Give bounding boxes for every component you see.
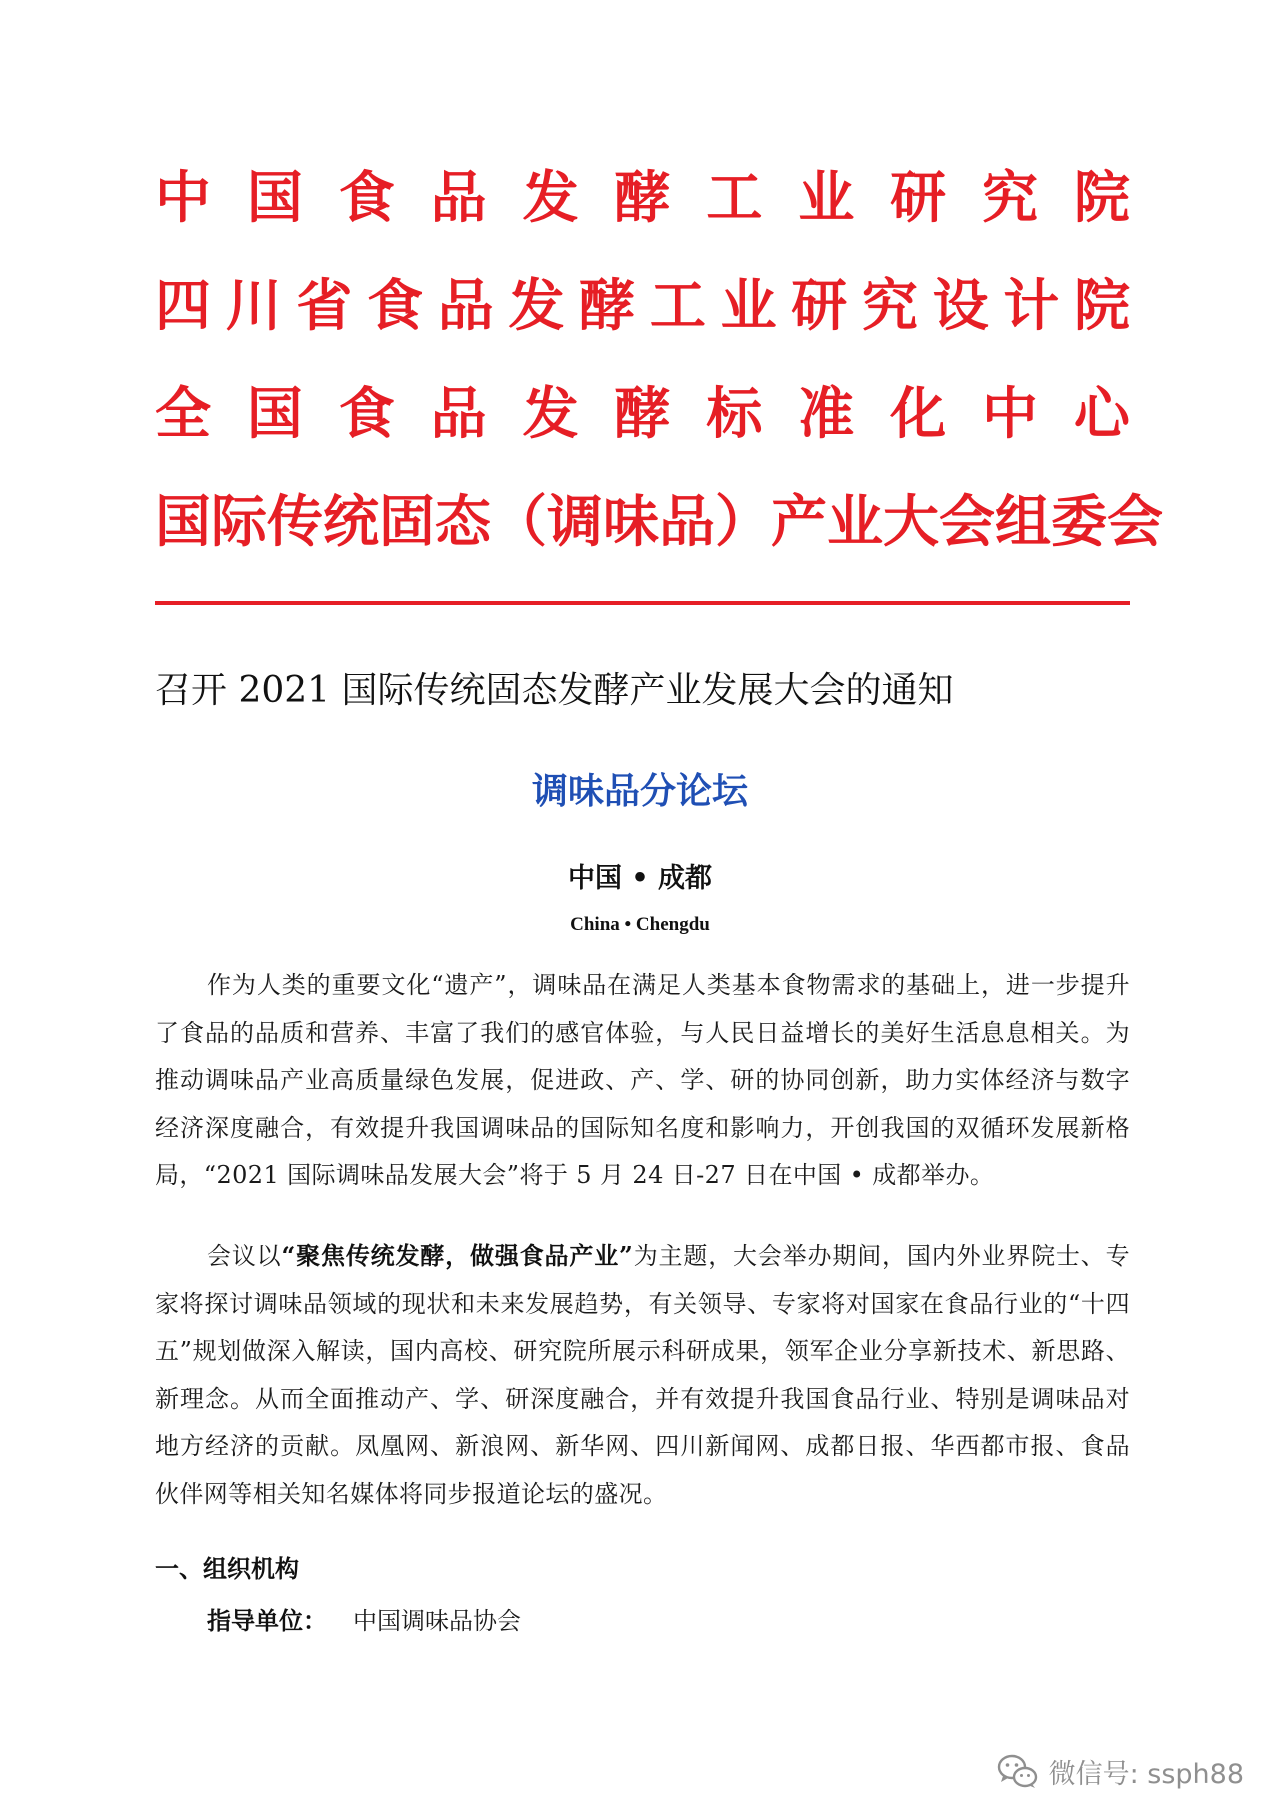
red-divider (155, 601, 1130, 605)
guiding-unit-value: 中国调味品协会 (353, 1607, 521, 1635)
org-line: 四 川 省 食 品 发 酵 工 业 研 究 设 计 院 (155, 274, 1130, 339)
theme-rest: 为主题，大会举办期间，国内外业界院士、专家将探讨调味品领域的现状和未来发展趋势，有关领导、专家将对国家在食品行业的“十四五”规划做深入解读，国内高校、研究院所展示科研成果，领军企业分享新技术、新思路、新理念。从而全面推动产、学、研深度融合，并有效提升我国食品行业、特别是调味品对地方经济的贡献。凤凰网、新浪网、新华网、四川新闻网、成都日报、华西都市报、食品伙伴网等相关知名媒体将同步报道论坛的盛况。 (155, 1242, 1130, 1508)
theme-text: “聚焦传统发酵，做强食品产业” (281, 1241, 634, 1270)
wechat-icon (997, 1754, 1039, 1790)
theme-prefix: 会议以 (207, 1242, 282, 1270)
forum-title: 调味品分论坛 (531, 771, 748, 812)
org-line: 国 际 传 统 固 态 （ 调 味 品 ） 产 业 大 会 组 委 会 (155, 490, 1163, 555)
guiding-unit-row (207, 1601, 521, 1636)
org-header (155, 145, 1163, 577)
wechat-watermark (997, 1752, 1244, 1791)
org-line: 全 国 食 品 发 酵 标 准 化 中 心 (155, 382, 1130, 447)
guiding-unit-label: 指导单位： (207, 1606, 327, 1635)
intro-paragraph: 作为人类的重要文化“遗产”，调味品在满足人类基本食物需求的基础上，进一步提升了食品的品质和营养、丰富了我们的感官体验，与人民日益增长的美好生活息息相关。为推动调味品产业高质量绿色发展，促进政、产、学、研的协同创新，助力实体经济与数字经济深度融合，有效提升我国调味品的国际知名度和影响力，开创我国的双循环发展新格局，“2021 国际调味品发展大会”将于 5 月 24 日-27 日在中国 • 成都举办。 (155, 971, 1130, 1190)
theme-paragraph (155, 1232, 1130, 1519)
watermark-text: 微信号: ssph88 (1048, 1759, 1244, 1790)
section-heading-organization: 一、组织机构 (155, 1554, 299, 1583)
org-line: 中 国 食 品 发 酵 工 业 研 究 院 (155, 166, 1130, 231)
location-chinese: 中国 • 成都 (567, 863, 713, 894)
location-english: China • Chengdu (570, 914, 710, 935)
notice-title: 召开 2021 国际传统固态发酵产业发展大会的通知 (155, 670, 954, 711)
